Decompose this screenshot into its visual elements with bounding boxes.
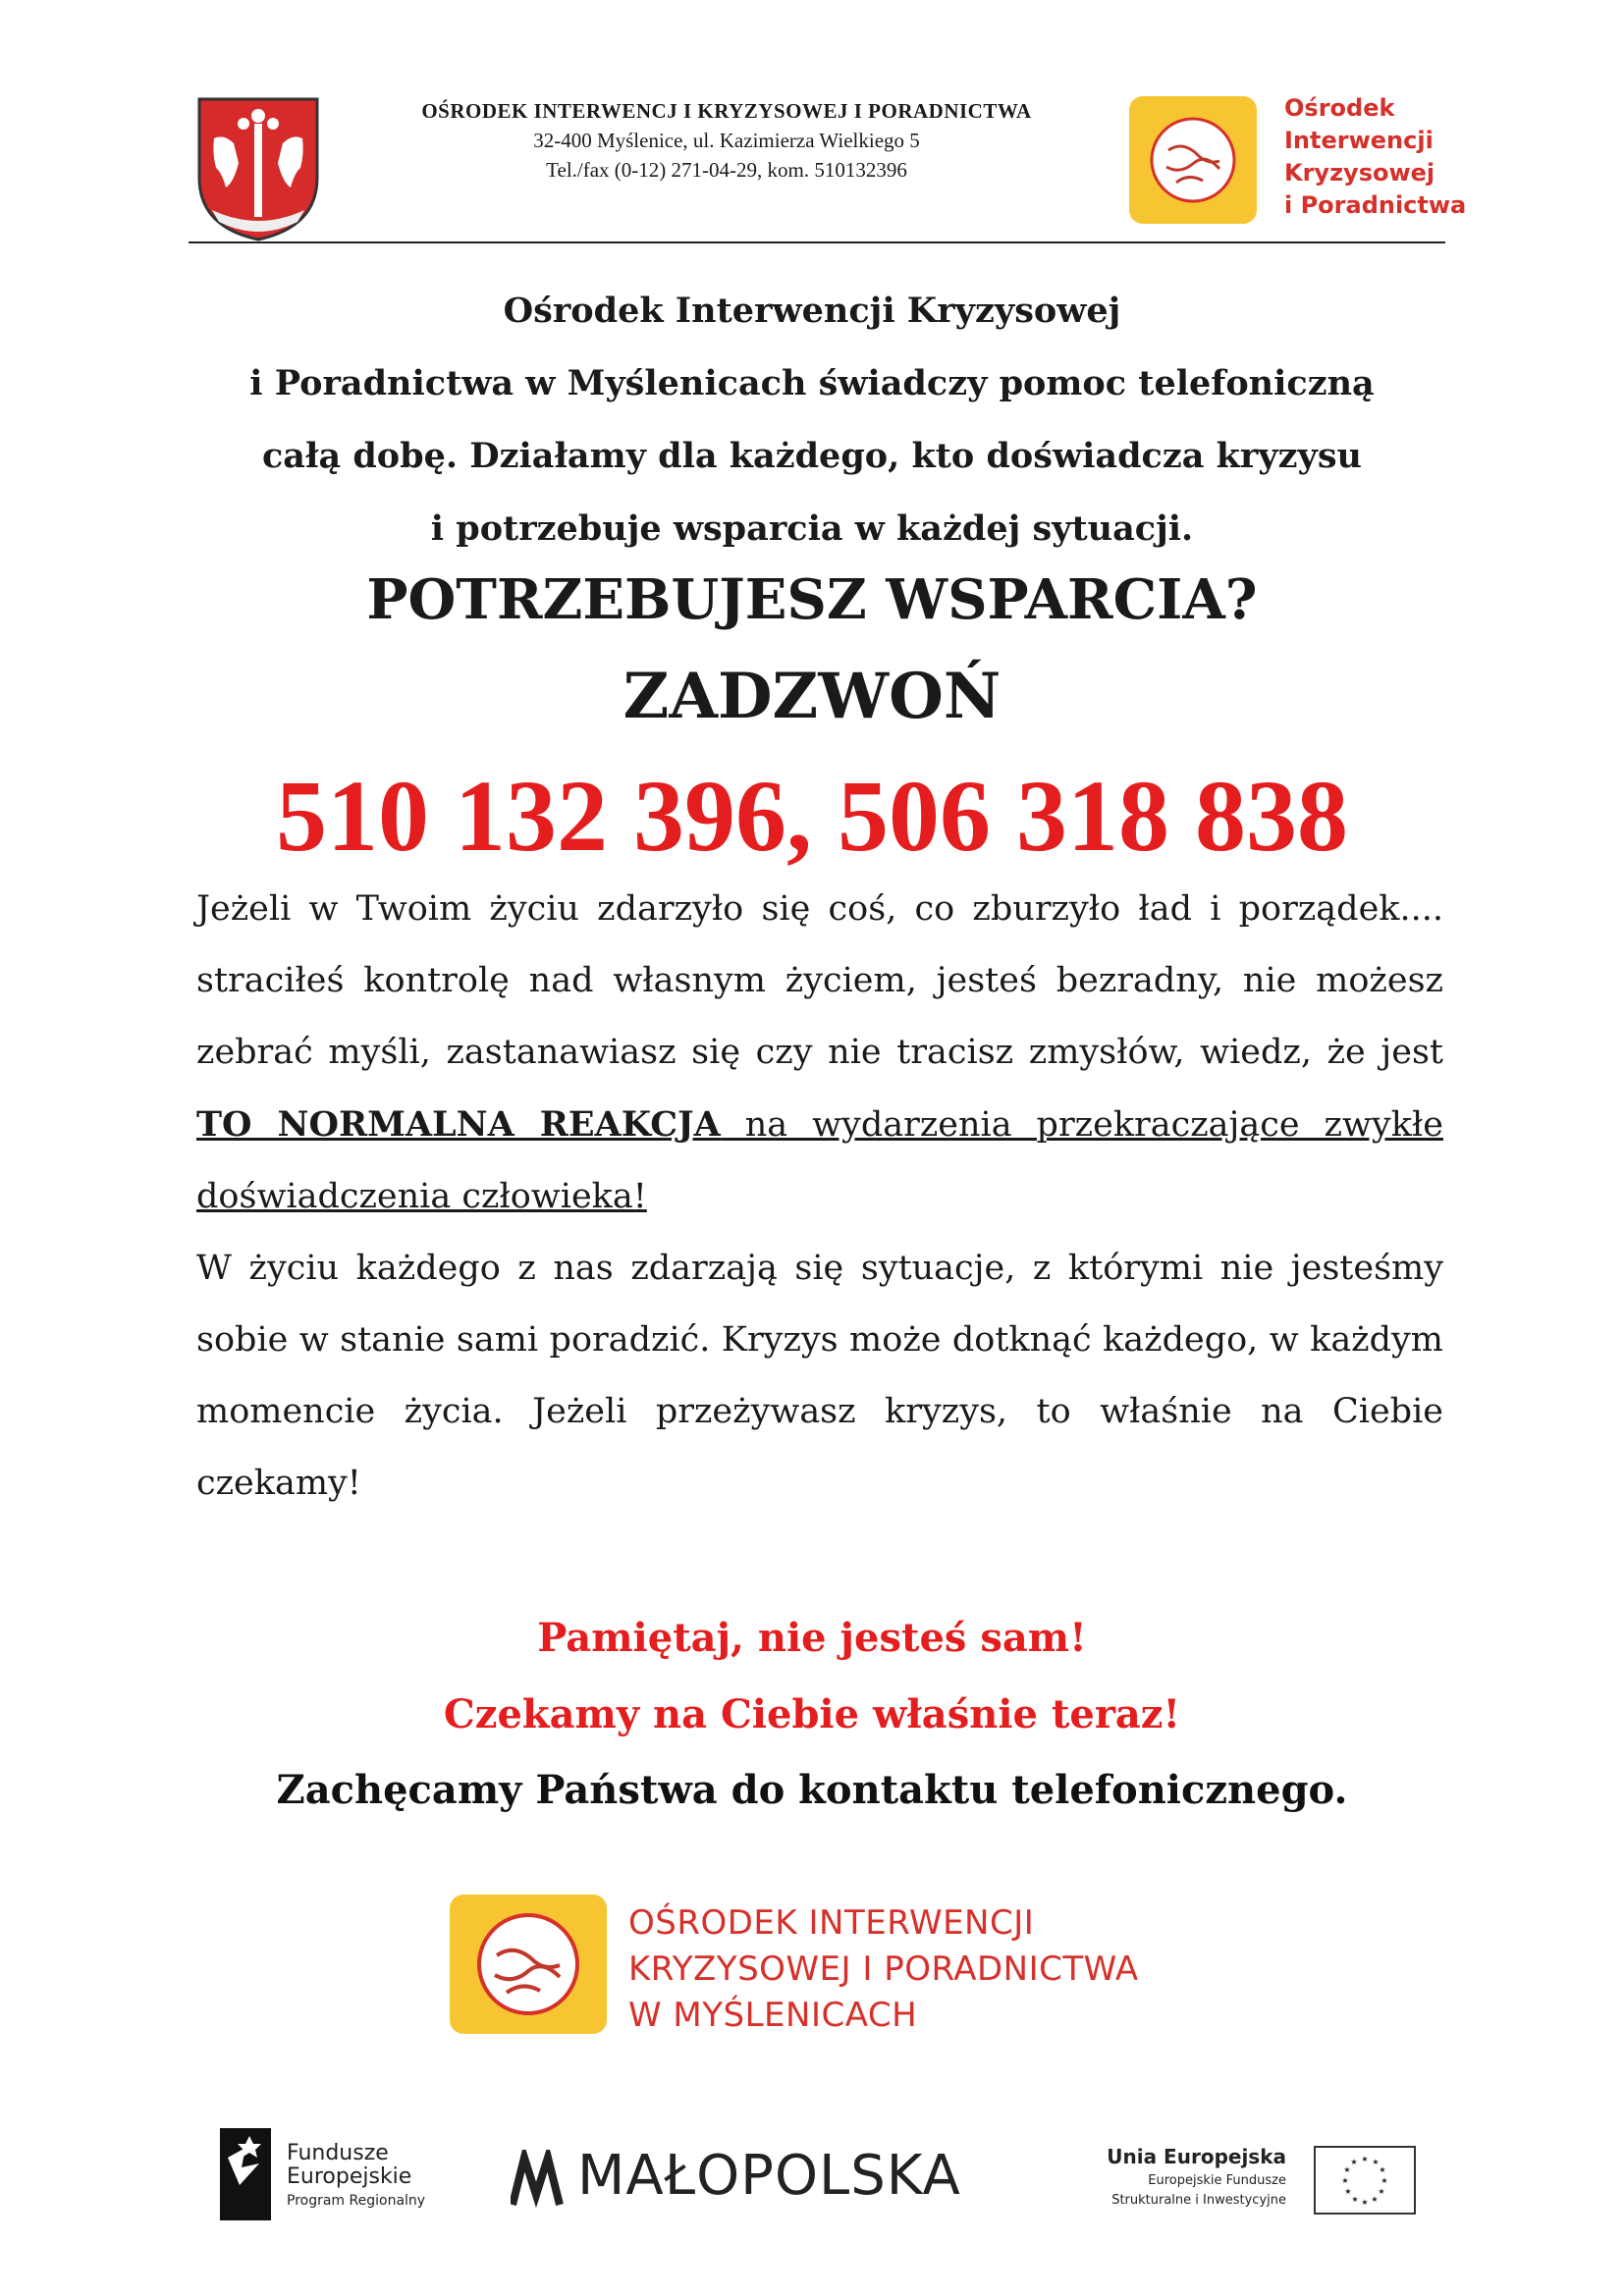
svg-text:★: ★ bbox=[1361, 2155, 1369, 2163]
logo-line: Kryzysowej bbox=[1284, 159, 1435, 187]
fe-line2: Europejskie bbox=[287, 2164, 412, 2189]
paragraph-1 bbox=[196, 874, 1443, 1233]
reminder-2: Czekamy na Ciebie właśnie teraz! bbox=[443, 1691, 1181, 1737]
headline: POTRZEBUJESZ WSPARCIA? bbox=[366, 567, 1258, 632]
header-phone: Tel./fax (0-12) 271-04-29, kom. 510132396 bbox=[546, 158, 907, 182]
paragraph-2: W życiu każdego z nas zdarzają się sytuacje, z którymi nie jesteśmy sobie w stanie sami poradzić. Kryzys może dotknąć każdego, w każdym momencie życia. Jeżeli przeżywasz kryzys, to właśnie na Ciebie czekamy! bbox=[196, 1249, 1443, 1503]
ue-title: Unia Europejska bbox=[1107, 2145, 1286, 2168]
logo-line: i Poradnictwa bbox=[1284, 191, 1467, 219]
svg-text:★: ★ bbox=[1379, 2165, 1386, 2174]
svg-text:★: ★ bbox=[1361, 2198, 1369, 2207]
ue-line2: Strukturalne i Inwestycyjne bbox=[1111, 2193, 1286, 2208]
oik-logo-text bbox=[1284, 92, 1520, 222]
call-heading: ZADZWOŃ bbox=[623, 660, 1001, 733]
svg-text:★: ★ bbox=[1380, 2176, 1388, 2185]
svg-text:★: ★ bbox=[1344, 2187, 1352, 2196]
bottom-logo-line: KRYZYSOWEJ I PORADNICTWA bbox=[628, 1949, 1139, 1989]
header-title: OŚRODEK INTERWENCJ I KRYZYSOWEJ I PORADNICTWA bbox=[421, 99, 1032, 123]
intro-line: i potrzebuje wsparcia w każdej sytuacji. bbox=[430, 508, 1194, 549]
bottom-logo-line: W MYŚLENICACH bbox=[628, 1996, 918, 2035]
oik-logo bbox=[1129, 96, 1257, 224]
intro-text bbox=[147, 275, 1477, 565]
header-institution bbox=[353, 96, 1100, 185]
intro-line: i Poradnictwa w Myślenicach świadczy pomoc telefoniczną bbox=[249, 363, 1375, 403]
header-address: 32-400 Myślenice, ul. Kazimierza Wielkiego 5 bbox=[533, 129, 920, 152]
ue-line1: Europejskie Fundusze bbox=[1148, 2173, 1286, 2188]
bottom-logo-line: OŚRODEK INTERWENCJI bbox=[628, 1903, 1035, 1943]
eu-flag-icon bbox=[1314, 2146, 1416, 2215]
bottom-oik-logo bbox=[450, 1895, 607, 2034]
svg-text:★: ★ bbox=[1350, 2158, 1358, 2166]
ue-text bbox=[1080, 2142, 1286, 2211]
reminder-3: Zachęcamy Państwa do kontaktu telefonicznego. bbox=[276, 1767, 1348, 1813]
svg-text:★: ★ bbox=[1341, 2176, 1349, 2185]
fundusze-europejskie-icon bbox=[220, 2128, 271, 2220]
intro-line: Ośrodek Interwencji Kryzysowej bbox=[503, 291, 1121, 331]
fe-line3: Program Regionalny bbox=[287, 2193, 426, 2209]
p1-start: Jeżeli w Twoim życiu zdarzyło się coś, co zburzyło ład i porządek.... straciłeś kontrolę nad własnym życiem, jesteś bezradny, nie możesz zebrać myśli, zastanawiasz się czy nie tracisz zmysłów, wiedz, że jest bbox=[196, 889, 1443, 1072]
hands-icon bbox=[1129, 96, 1257, 224]
malopolska-logo: MAŁOPOLSKA bbox=[577, 2144, 961, 2208]
svg-text:★: ★ bbox=[1378, 2187, 1385, 2196]
hands-icon bbox=[450, 1895, 607, 2034]
fundusze-europejskie bbox=[287, 2142, 425, 2213]
svg-text:★: ★ bbox=[1371, 2195, 1379, 2204]
fe-line1: Fundusze bbox=[287, 2141, 389, 2165]
phone-numbers: 510 132 396, 506 318 838 bbox=[276, 760, 1348, 873]
intro-line: całą dobę. Działamy dla każdego, kto doświadcza kryzysu bbox=[262, 436, 1362, 476]
bottom-logo-text bbox=[628, 1900, 1257, 2039]
svg-text:★: ★ bbox=[1372, 2158, 1380, 2166]
body-text bbox=[196, 874, 1443, 1520]
coat-of-arms-icon bbox=[194, 94, 322, 241]
p1-end: na wydarzenia przekraczające zwykłe doświadczenia człowieka! bbox=[196, 1105, 1443, 1216]
logo-line: Ośrodek bbox=[1284, 94, 1395, 122]
reminder-1: Pamiętaj, nie jesteś sam! bbox=[537, 1615, 1087, 1661]
svg-text:★: ★ bbox=[1343, 2165, 1351, 2174]
p1-emphasis: TO NORMALNA REAKCJA bbox=[196, 1104, 721, 1145]
header-divider bbox=[189, 241, 1445, 243]
svg-text:★: ★ bbox=[1351, 2195, 1359, 2204]
logo-line: Interwencji bbox=[1284, 127, 1434, 154]
malopolska-icon bbox=[511, 2150, 569, 2209]
